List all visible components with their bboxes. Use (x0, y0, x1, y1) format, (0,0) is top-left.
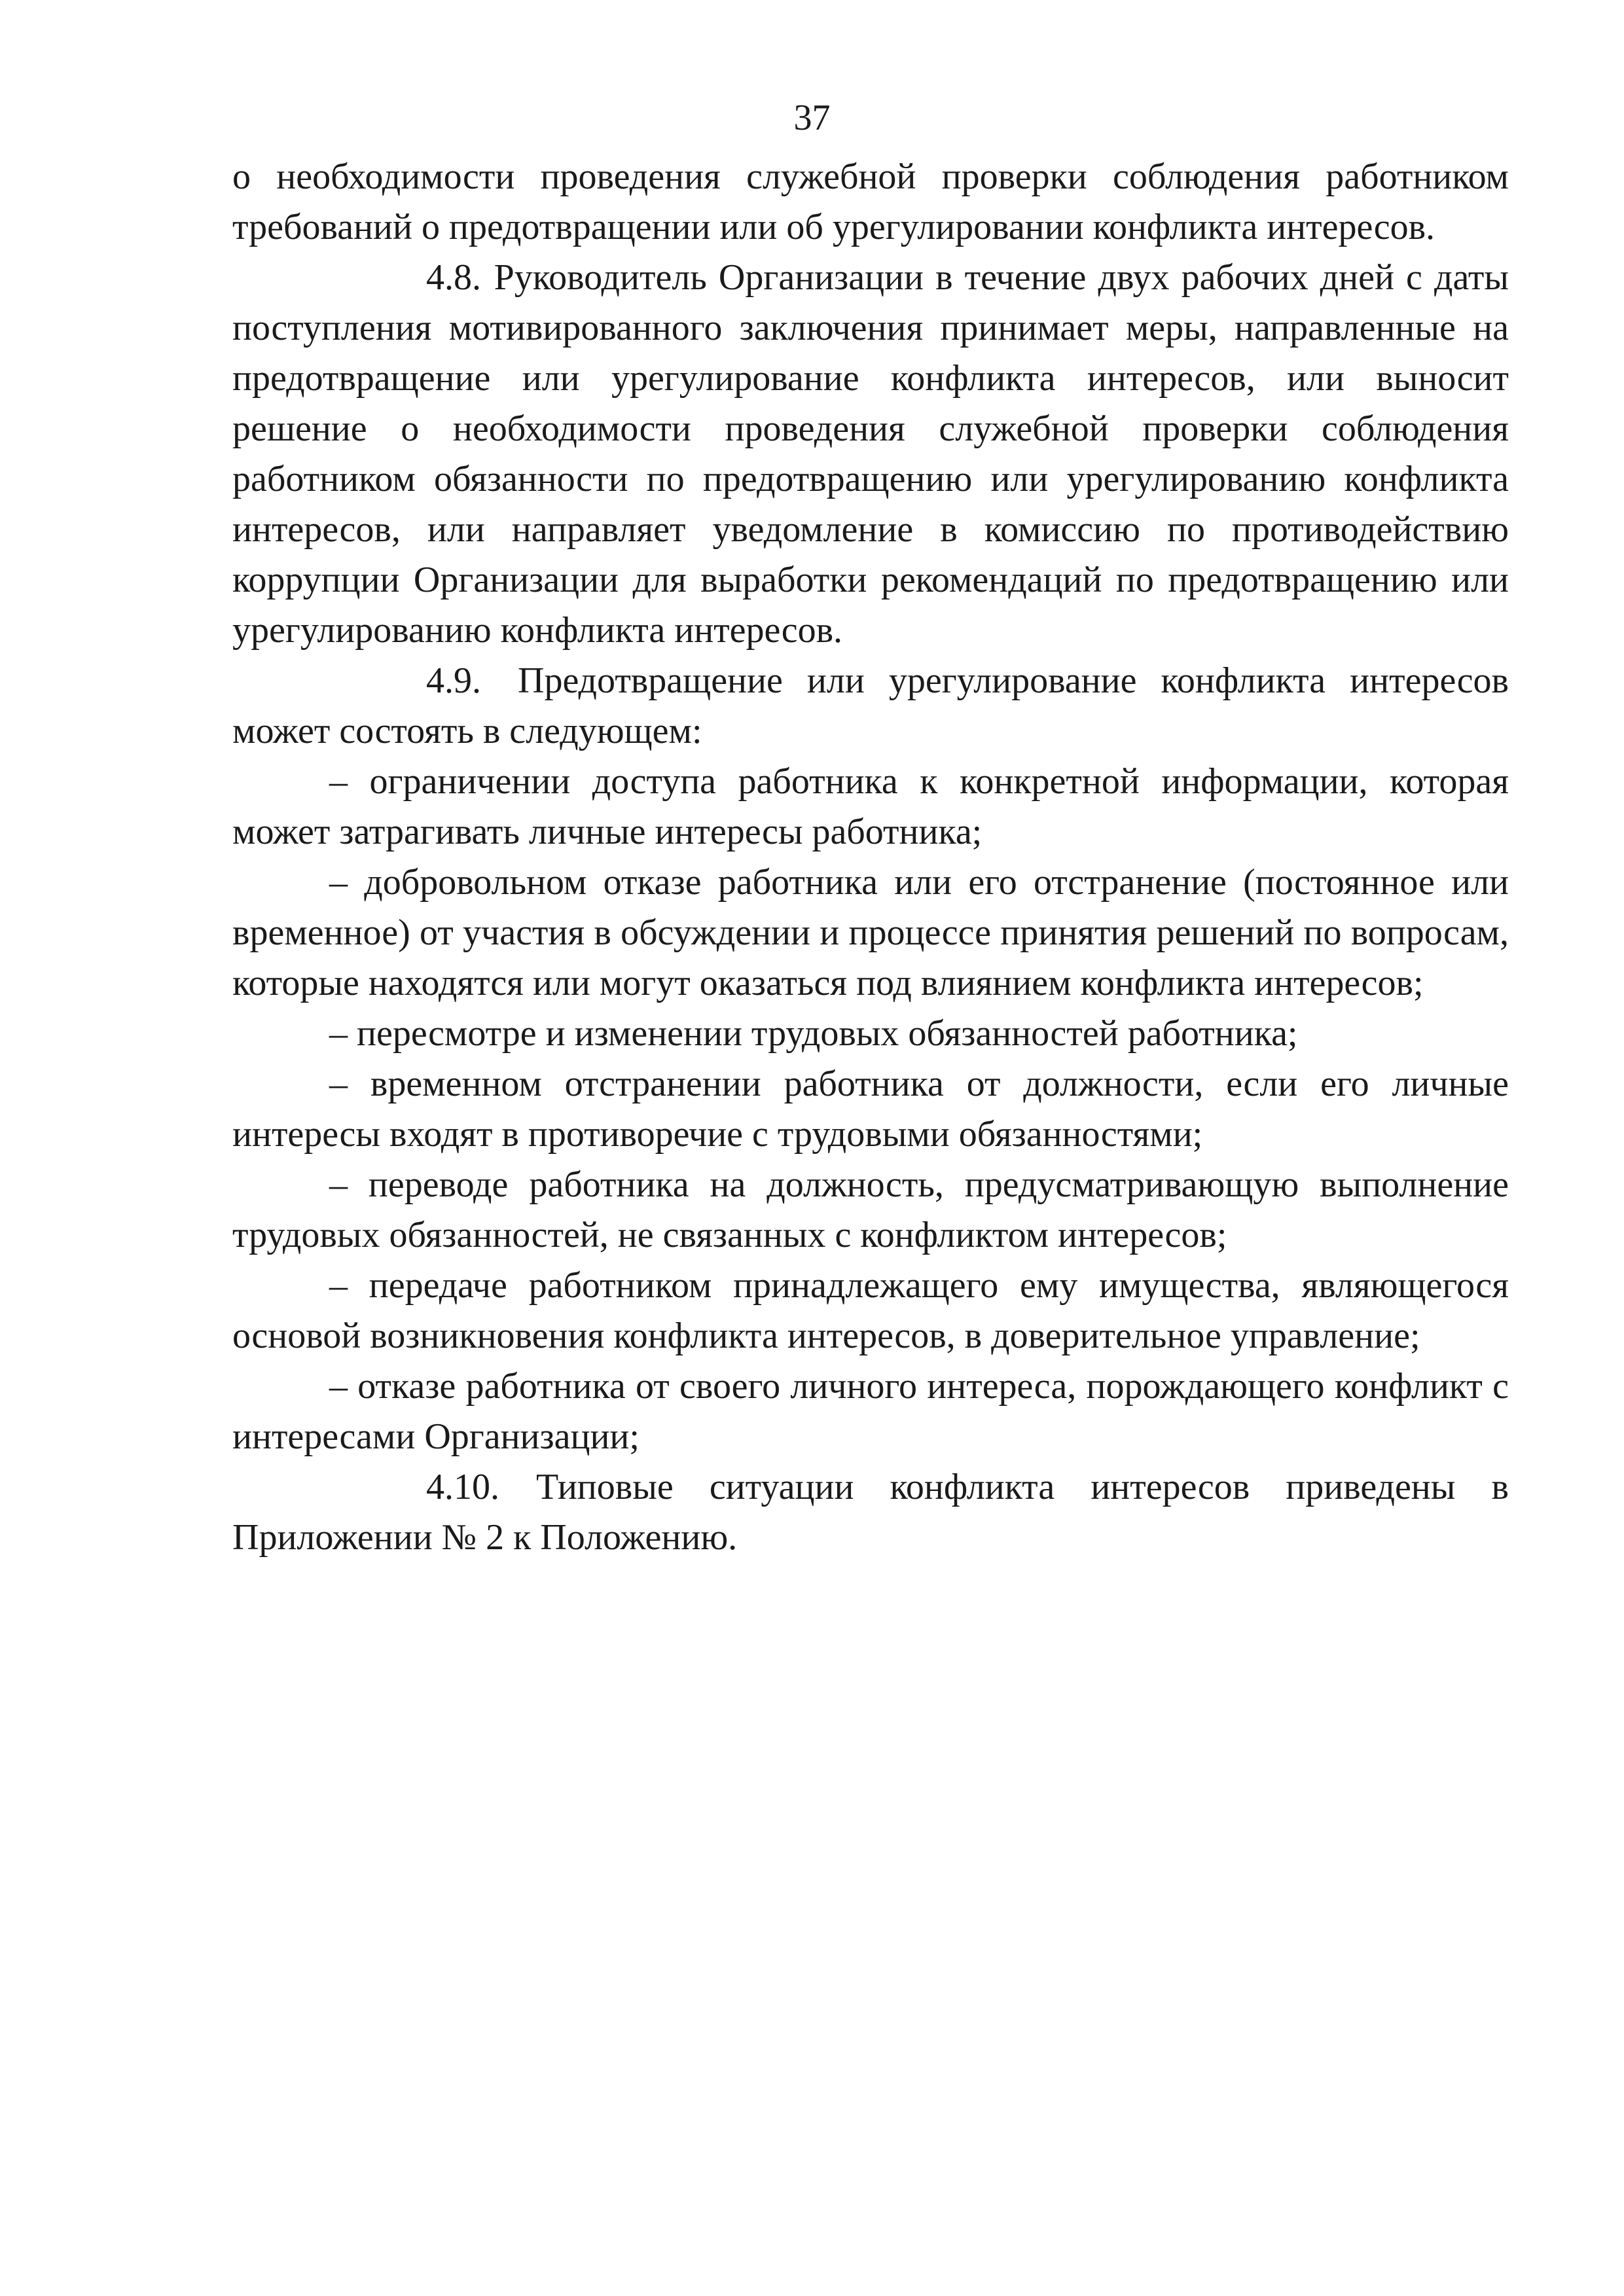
list-item: – добровольном отказе работника или его отстранение (постоянное или временное) от участия в обсуждении и процессе принятия решений по вопросам, которые находятся или могут оказаться под влиянием конфликта интересов; (232, 862, 1509, 1003)
list-item: – временном отстранении работника от должности, если его личные интересы входят в противоречие с трудовыми обязанностями; (232, 1064, 1509, 1155)
clause-text: Типовые ситуации конфликта интересов приведены в Приложении № 2 к Положению. (232, 1467, 1509, 1558)
clause-number: 4.10. (426, 1467, 499, 1507)
clause-text: Предотвращение или урегулирование конфликта интересов может состоять в следующем: (232, 660, 1509, 751)
paragraph-continuation: о необходимости проведения служебной проверки соблюдения работником требований о предотвращении или об урегулировании конфликта интересов. (232, 156, 1509, 247)
list-item: – отказе работника от своего личного интереса, порождающего конфликт с интересами Организации; (232, 1366, 1509, 1457)
clause-text: Руководитель Организации в течение двух рабочих дней с даты поступления мотивированного заключения принимает меры, направленные на предотвращение или урегулирование конфликта интересов, или выносит решение о необходимости проведения служебной проверки соблюдения работником обязанности по предотвращению или урегулированию конфликта интересов, или направляет уведомление в комиссию по противодействию коррупции Организации для выработки рекомендаций по предотвращению или урегулированию конфликта интересов. (232, 257, 1509, 651)
document-body (232, 152, 1509, 1563)
paragraph-4-8 (232, 253, 1509, 656)
clause-number: 4.8. (426, 257, 481, 298)
list-item: – ограничении доступа работника к конкретной информации, которая может затрагивать личные интересы работника; (232, 761, 1509, 852)
page-number: 37 (793, 98, 831, 138)
list-item: – переводе работника на должность, предусматривающую выполнение трудовых обязанностей, не связанных с конфликтом интересов; (232, 1164, 1509, 1255)
clause-number: 4.9. (426, 660, 481, 701)
paragraph-4-9 (232, 656, 1509, 757)
list-item: – пересмотре и изменении трудовых обязанностей работника; (329, 1013, 1298, 1054)
paragraph-4-10 (232, 1462, 1509, 1563)
list-item: – передаче работником принадлежащего ему имущества, являющегося основой возникновения конфликта интересов, в доверительное управление; (232, 1265, 1509, 1356)
